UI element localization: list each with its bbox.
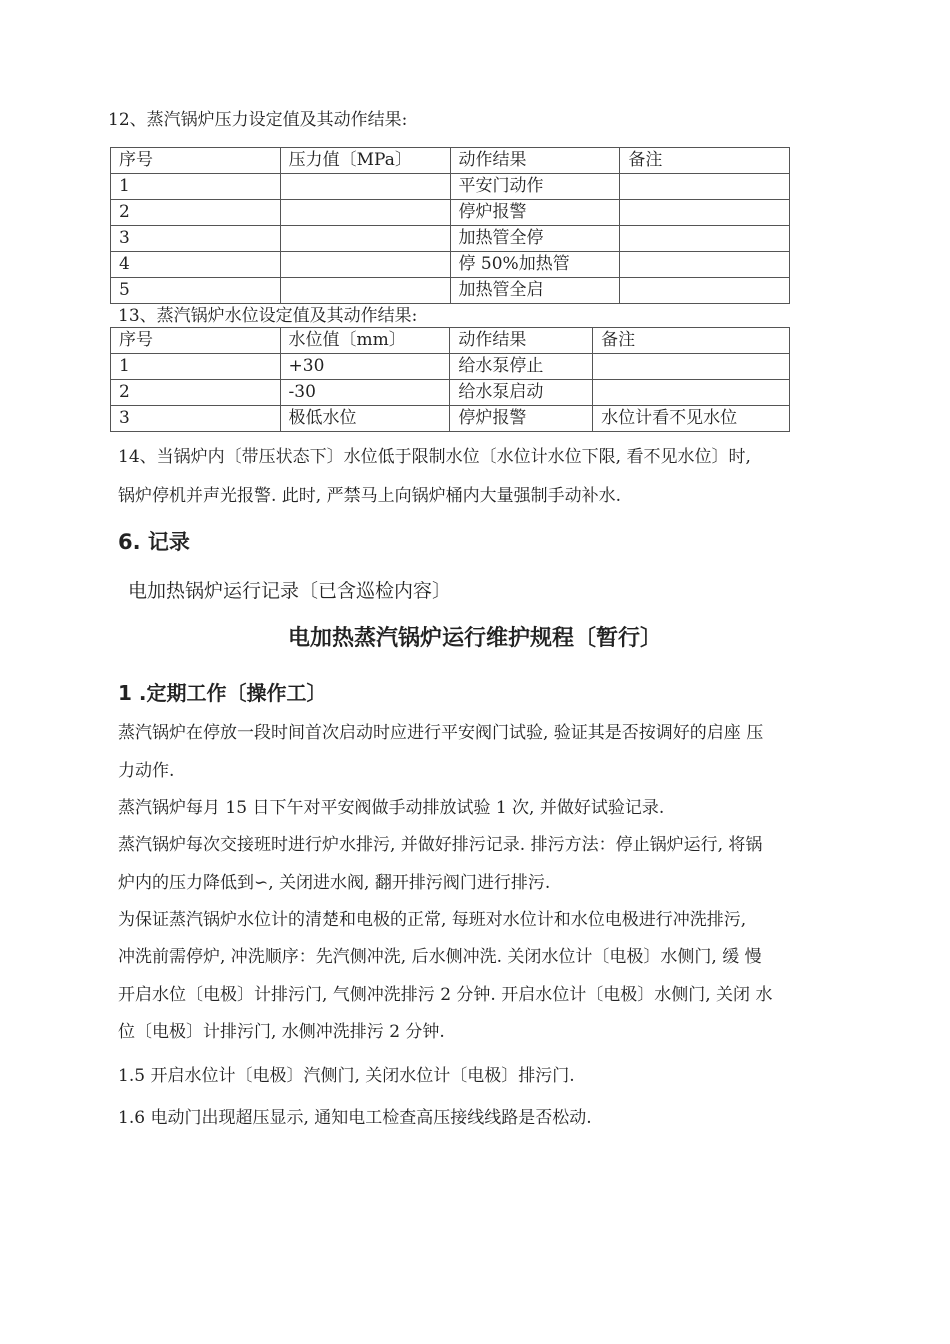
table-row: [111, 226, 790, 252]
table-cell: 1: [111, 174, 281, 200]
table-row: [111, 278, 790, 304]
table-cell: 给水泵停止: [450, 354, 593, 380]
document-title: 电加热蒸汽锅炉运行维护规程〔暂行〕: [287, 626, 662, 651]
paragraph-line: 蒸汽锅炉每次交接班时进行炉水排污, 并做好排污记录. 排污方法：停止锅炉运行, 将锅: [118, 835, 763, 855]
table-header-row: [111, 328, 790, 354]
section6-heading: 6. 记录: [118, 530, 190, 554]
table-cell: [620, 200, 790, 226]
paragraph-line: 开启水位〔电极〕计排污门, 气侧冲洗排污 2 分钟. 开启水位计〔电极〕水侧门, 关闭 水: [118, 985, 773, 1005]
header-cell: 备注: [593, 328, 790, 354]
table-cell: 水位计看不见水位: [593, 406, 790, 432]
item-1-6: 1.6 电动门出现超压显示, 通知电工检查高压接线线路是否松动.: [118, 1108, 592, 1128]
table-cell: [280, 200, 450, 226]
table-cell: 极低水位: [280, 406, 450, 432]
water-level-table: [110, 327, 790, 432]
paragraph-line: 蒸汽锅炉每月 15 日下午对平安阀做手动排放试验 1 次, 并做好试验记录.: [118, 798, 665, 818]
table-cell: 1: [111, 354, 281, 380]
paragraph-line: 炉内的压力降低到∽, 关闭进水阀, 翻开排污阀门进行排污.: [118, 873, 551, 893]
header-cell: 动作结果: [450, 328, 593, 354]
table-row: [111, 174, 790, 200]
paragraph-line: 力动作.: [118, 761, 175, 781]
table-cell: 平安门动作: [450, 174, 620, 200]
header-cell: 压力值〔MPa〕: [280, 148, 450, 174]
table-cell: [280, 252, 450, 278]
table-row: [111, 406, 790, 432]
paragraph-line: 位〔电极〕计排污门, 水侧冲洗排污 2 分钟.: [118, 1022, 445, 1042]
paragraph-line: 冲洗前需停炉, 冲洗顺序：先汽侧冲洗, 后水侧冲洗. 关闭水位计〔电极〕水侧门, 缓 慢: [118, 947, 762, 967]
item14-line1: 14、当锅炉内〔带压状态下〕水位低于限制水位〔水位计水位下限, 看不见水位〕时,: [118, 447, 751, 467]
record-line: 电加热锅炉运行记录〔已含巡检内容〕: [128, 580, 452, 602]
paragraph-line: 为保证蒸汽锅炉水位计的清楚和电极的正常, 每班对水位计和水位电极进行冲洗排污,: [118, 910, 747, 930]
table-cell: [620, 174, 790, 200]
table-cell: 停 50%加热管: [450, 252, 620, 278]
table-row: [111, 380, 790, 406]
table-row: [111, 354, 790, 380]
table-cell: [593, 354, 790, 380]
table-cell: 2: [111, 380, 281, 406]
table-cell: [280, 226, 450, 252]
table-cell: [620, 252, 790, 278]
table-cell: 停炉报警: [450, 200, 620, 226]
pressure-table: [110, 147, 790, 304]
table-cell: 给水泵启动: [450, 380, 593, 406]
header-cell: 备注: [620, 148, 790, 174]
table-cell: [280, 174, 450, 200]
table-cell: 5: [111, 278, 281, 304]
section12-title: 12、蒸汽锅炉压力设定值及其动作结果:: [108, 110, 408, 130]
table-cell: 停炉报警: [450, 406, 593, 432]
table-cell: [280, 278, 450, 304]
table-cell: +30: [280, 354, 450, 380]
section1-heading: 1 .定期工作〔操作工〕: [118, 681, 327, 705]
table-cell: 加热管全停: [450, 226, 620, 252]
header-cell: 序号: [111, 148, 281, 174]
item14-line2: 锅炉停机并声光报警. 此时, 严禁马上向锅炉桶内大量强制手动补水.: [118, 486, 622, 506]
table-header-row: [111, 148, 790, 174]
table-cell: [593, 380, 790, 406]
table-cell: [620, 226, 790, 252]
table-row: [111, 200, 790, 226]
paragraph-line: 蒸汽锅炉在停放一段时间首次启动时应进行平安阀门试验, 验证其是否按调好的启座 压: [118, 723, 764, 743]
header-cell: 序号: [111, 328, 281, 354]
table-cell: 4: [111, 252, 281, 278]
table-row: [111, 252, 790, 278]
table-cell: -30: [280, 380, 450, 406]
table-cell: 加热管全启: [450, 278, 620, 304]
table-cell: 3: [111, 406, 281, 432]
table-cell: [620, 278, 790, 304]
table-cell: 2: [111, 200, 281, 226]
item-1-5: 1.5 开启水位计〔电极〕汽侧门, 关闭水位计〔电极〕排污门.: [118, 1066, 575, 1086]
section13-title: 13、蒸汽锅炉水位设定值及其动作结果:: [118, 306, 418, 326]
header-cell: 动作结果: [450, 148, 620, 174]
table-cell: 3: [111, 226, 281, 252]
header-cell: 水位值〔mm〕: [280, 328, 450, 354]
